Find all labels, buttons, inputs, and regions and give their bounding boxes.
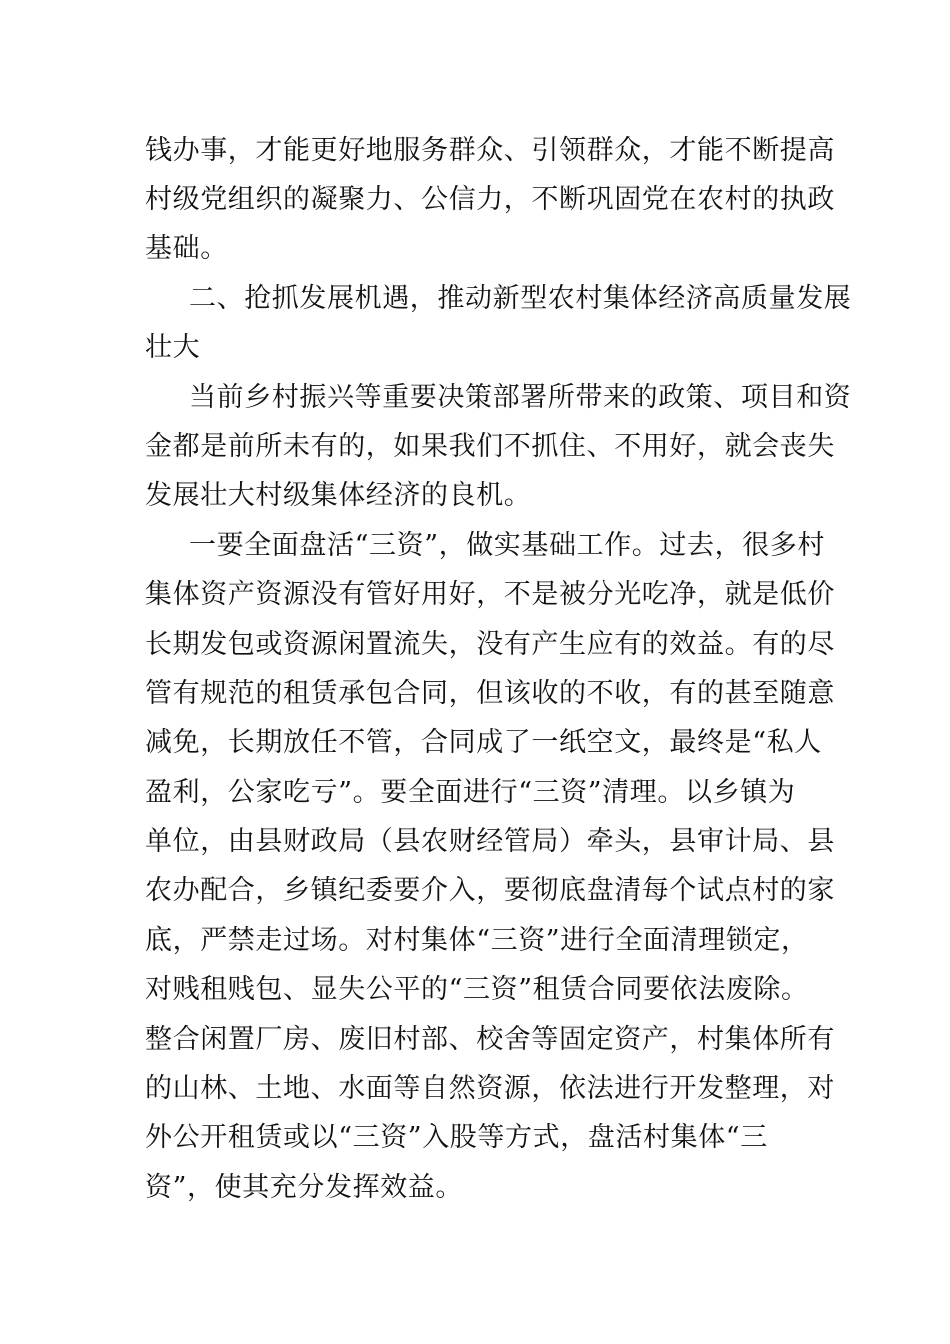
text-line: 基础。 bbox=[145, 233, 228, 264]
text-line: 发展壮大村级集体经济的良机。 bbox=[145, 480, 532, 511]
text-line: 资”，使其充分发挥效益。 bbox=[145, 1172, 464, 1203]
text-line: 钱办事，才能更好地服务群众、引领群众，才能不断提高 bbox=[145, 135, 835, 166]
text-line: 长期发包或资源闲置流失，没有产生应有的效益。有的尽 bbox=[145, 629, 835, 660]
text-line: 外公开租赁或以“三资”入股等方式，盘活村集体“三 bbox=[145, 1122, 768, 1153]
text-line: 农办配合，乡镇纪委要介入，要彻底盘清每个试点村的家 bbox=[145, 875, 835, 906]
section-heading-cont: 壮大 bbox=[145, 332, 201, 363]
text-line: 整合闲置厂房、废旧村部、校舍等固定资产，村集体所有 bbox=[145, 1024, 835, 1055]
text-line: 一要全面盘活“三资”，做实基础工作。过去，很多村 bbox=[189, 530, 826, 561]
text-line: 管有规范的租赁承包合同，但该收的不收，有的甚至随意 bbox=[145, 678, 835, 709]
text-line: 集体资产资源没有管好用好，不是被分光吃净，就是低价 bbox=[145, 579, 835, 610]
text-line: 村级党组织的凝聚力、公信力，不断巩固党在农村的执政 bbox=[145, 184, 835, 215]
section-heading: 二、抢抓发展机遇，推动新型农村集体经济高质量发展 bbox=[189, 283, 852, 314]
text-line: 底，严禁走过场。对村集体“三资”进行全面清理锁定， bbox=[145, 925, 809, 956]
text-line: 对贱租贱包、显失公平的“三资”租赁合同要依法废除。 bbox=[145, 974, 809, 1005]
text-line: 单位，由县财政局（县农财经管局）牵头，县审计局、县 bbox=[145, 826, 835, 857]
text-line: 盈利，公家吃亏”。要全面进行“三资”清理。以乡镇为 bbox=[145, 777, 796, 808]
text-line: 当前乡村振兴等重要决策部署所带来的政策、项目和资 bbox=[189, 382, 852, 413]
text-line: 的山林、土地、水面等自然资源，依法进行开发整理，对 bbox=[145, 1073, 835, 1104]
text-line: 金都是前所未有的，如果我们不抓住、不用好，就会丧失 bbox=[145, 431, 835, 462]
text-line: 减免，长期放任不管，合同成了一纸空文，最终是“私人 bbox=[145, 727, 822, 758]
